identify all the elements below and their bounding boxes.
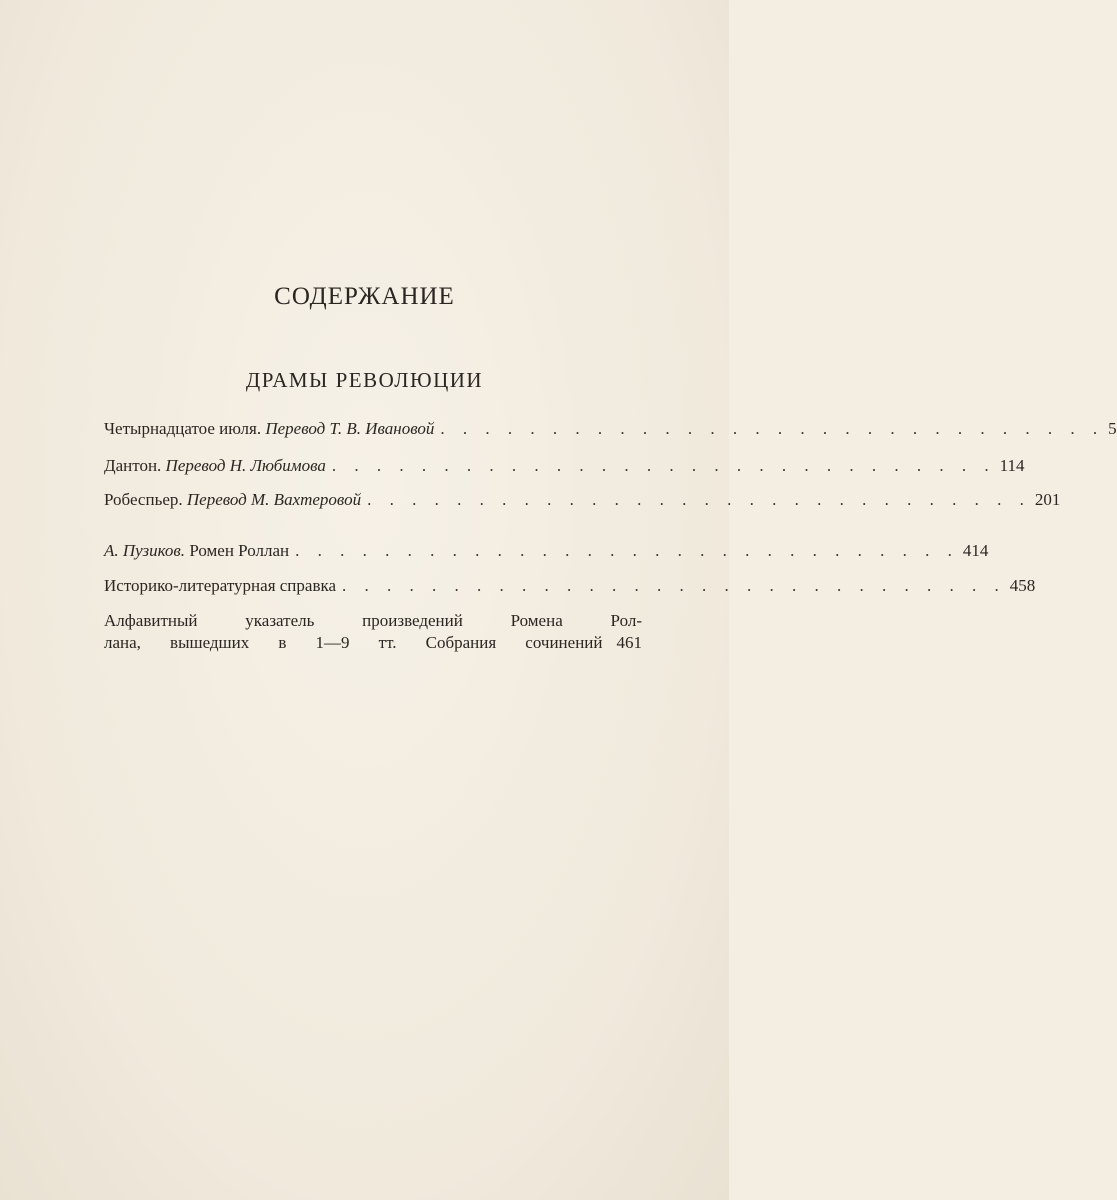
toc-entry-5 [104,575,1036,597]
leader-dots: . . . . . . . . . . . . . . . . . . . . . . . . . . . . . . [440,419,1105,438]
entry-title-line2: лана, вышедших в 1—9 тт. Собрания сочинений [104,633,603,652]
entry-page: 114 [999,456,1025,475]
entry-page: 414 [962,541,989,560]
entry-title: Ромен Роллан [189,541,290,560]
entry-title: Четырнадцатое июля. [104,419,262,438]
entry-page: 201 [1034,490,1061,509]
entry-translator: Перевод Т. В. Ивановой [265,419,435,438]
toc-entry-2 [104,455,1025,477]
leader-dots: . . . . . . . . . . . . . . . . . . . . . . . . . . . . . . [342,576,1006,595]
entry-page: 458 [1009,576,1036,595]
entry-translator: Перевод Н. Любимова [165,456,326,475]
page-title: СОДЕРЖАНИЕ [274,283,455,310]
entry-title: Дантон. [104,456,162,475]
leader-dots: . . . . . . . . . . . . . . . . . . . . . . . . . . . . . . [295,541,959,560]
entry-page: 461 [616,633,642,652]
entry-translator: Перевод М. Вахтеровой [186,490,362,509]
entry-page: 5 [1108,419,1117,438]
entry-title: Робеспьер. [104,490,183,509]
toc-entry-4 [104,540,989,562]
entry-author: А. Пузиков. [104,541,186,560]
entry-title: Историко-литературная справка [104,576,337,595]
toc-entry-3 [104,489,1061,511]
leader-dots: . . . . . . . . . . . . . . . . . . . . . . . . . . . . . . [331,456,996,475]
toc-entry-6 [104,610,642,654]
toc-entry-1 [104,418,1117,440]
entry-title-line1: Алфавитный указатель произведений Ромена Рол- [104,611,642,630]
leader-dots: . . . . . . . . . . . . . . . . . . . . . . . . . . . . . . [367,490,1031,509]
section-title: ДРАМЫ РЕВОЛЮЦИИ [245,368,484,392]
